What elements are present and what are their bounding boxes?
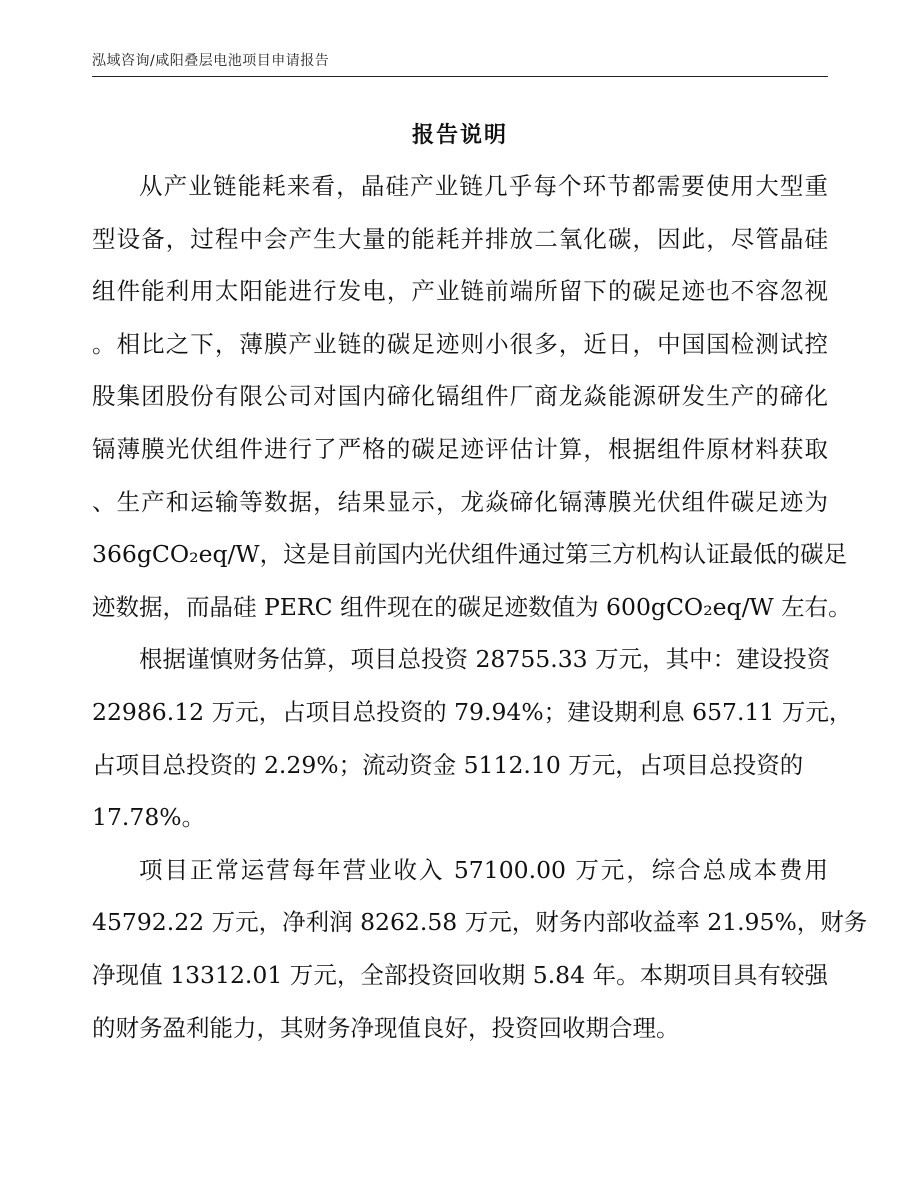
- paragraph-investment: [92, 633, 853, 843]
- paragraph-carbon-footprint: [92, 160, 852, 633]
- text-line: 45792.22 万元，净利润 8262.58 万元，财务内部收益率 21.95%，财务: [92, 908, 868, 937]
- text-line: 366gCO₂eq/W，这是目前国内光伏组件通过第三方机构认证最低的碳足: [92, 540, 848, 569]
- text-line: 。相比之下，薄膜产业链的碳足迹则小很多，近日，中国国检测试控: [92, 329, 828, 358]
- text-line: 组件能利用太阳能进行发电，产业链前端所留下的碳足迹也不容忽视: [92, 277, 828, 306]
- running-header: 泓域咨询/咸阳叠层电池项目申请报告: [92, 53, 330, 69]
- text-line: 占项目总投资的 2.29%；流动资金 5112.10 万元，占项目总投资的: [92, 750, 804, 779]
- text-line: 22986.12 万元，占项目总投资的 79.94%；建设期利息 657.11 万元，: [92, 697, 853, 726]
- paragraph-financials: [92, 844, 868, 1054]
- text-line: 的财务盈利能力，其财务净现值良好，投资回收期合理。: [92, 1013, 680, 1042]
- text-line: 型设备，过程中会产生大量的能耗并排放二氧化碳，因此，尽管晶硅: [92, 224, 828, 253]
- header-divider: [92, 76, 828, 77]
- text-line: 从产业链能耗来看，晶硅产业链几乎每个环节都需要使用大型重: [139, 172, 828, 200]
- body-text: [92, 160, 868, 1054]
- text-line: 17.78%。: [92, 803, 206, 832]
- text-line: 根据谨慎财务估算，项目总投资 28755.33 万元，其中：建设投资: [139, 645, 831, 674]
- text-line: 迹数据，而晶硅 PERC 组件现在的碳足迹数值为 600gCO₂eq/W 左右。: [92, 592, 852, 621]
- text-line: 、生产和运输等数据，结果显示，龙焱碲化镉薄膜光伏组件碳足迹为: [92, 487, 828, 516]
- text-line: 项目正常运营每年营业收入 57100.00 万元，综合总成本费用: [139, 855, 828, 884]
- text-line: 镉薄膜光伏组件进行了严格的碳足迹评估计算，根据组件原材料获取: [92, 434, 828, 463]
- text-line: 净现值 13312.01 万元，全部投资回收期 5.84 年。本期项目具有较强: [92, 960, 828, 989]
- section-title: 报告说明: [411, 123, 508, 148]
- text-line: 股集团股份有限公司对国内碲化镉组件厂商龙焱能源研发生产的碲化: [92, 382, 828, 411]
